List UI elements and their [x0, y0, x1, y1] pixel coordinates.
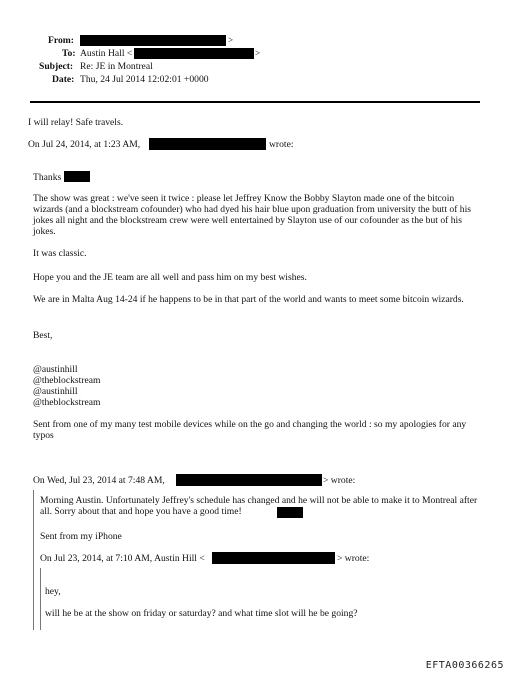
header-divider: [30, 101, 480, 103]
date-value: Thu, 24 Jul 2014 12:02:01 +0000: [80, 74, 209, 85]
quote3-question: will he be at the show on friday or saturday? and what time slot will he be going?: [45, 608, 358, 619]
quote2-attribution: On Wed, Jul 23, 2014 at 7:48 AM,: [33, 475, 165, 486]
quote1-para-malta: We are in Malta Aug 14-24 if he happens to be in that part of the world and wants to meet some bitcoin wizards.: [33, 294, 464, 305]
quote1-sent-from: Sent from one of my many test mobile devices while on the go and changing the world : so my apologies for any typos: [33, 419, 467, 441]
quote3-attribution: On Jul 23, 2014, at 7:10 AM, Austin Hill <: [40, 553, 205, 564]
quote1-para-classic: It was classic.: [33, 248, 87, 259]
to-label: To:: [62, 48, 76, 59]
quote2-bar: [33, 490, 34, 630]
redacted-from: [80, 35, 226, 46]
quote2-wrote: > wrote:: [323, 475, 356, 486]
quote2-body: Morning Austin. Unfortunately Jeffrey's schedule has changed and he will not be able to make it to Montreal after all. Sorry about that and hope you have a good time!: [40, 495, 478, 517]
redacted-email-3: [212, 552, 335, 564]
from-suffix: >: [228, 35, 234, 45]
sig-line: @austinhill: [33, 364, 78, 375]
subject-value: Re: JE in Montreal: [80, 61, 153, 72]
redacted-to-email: [134, 48, 254, 59]
sig-line: @austinhill: [33, 386, 78, 397]
quote3-wrote: > wrote:: [337, 553, 370, 564]
quote3-bar: [40, 568, 41, 630]
quote3-hey: hey,: [45, 586, 61, 597]
to-suffix: >: [255, 48, 261, 58]
sig-line: @theblockstream: [33, 397, 101, 408]
subject-label: Subject:: [39, 61, 74, 72]
quote1-closing: Best,: [33, 330, 53, 341]
reply-text: I will relay! Safe travels.: [28, 117, 124, 128]
date-label: Date:: [52, 74, 75, 85]
quote1-attribution: On Jul 24, 2014, at 1:23 AM,: [28, 139, 141, 150]
quote2-sent-from: Sent from my iPhone: [40, 531, 122, 542]
quote1-wrote: wrote:: [269, 139, 294, 150]
quote1-thanks: Thanks: [33, 172, 62, 183]
document-id: EFTA00366265: [425, 660, 504, 671]
redacted-sender-1: [149, 138, 266, 150]
sig-line: @theblockstream: [33, 375, 101, 386]
redacted-signoff: [277, 507, 303, 518]
to-value: Austin Hall <: [80, 48, 133, 59]
redacted-sender-2: [176, 474, 322, 486]
redacted-name-thanks: [64, 171, 90, 182]
quote1-para-wishes: Hope you and the JE team are all well and pass him on my best wishes.: [33, 272, 307, 283]
quote1-para-show: The show was great : we've seen it twice : please let Jeffrey Know the Bobby Slayton made one of the bitcoin wizards (and a blockstream cofounder) who had dyed his hair blue upon graduation from university the butt of his jokes all night and the blockstream crew were well entertained by Slayton use of our cofounder as the but of his jokes.: [33, 193, 472, 237]
from-label: From:: [48, 35, 74, 46]
